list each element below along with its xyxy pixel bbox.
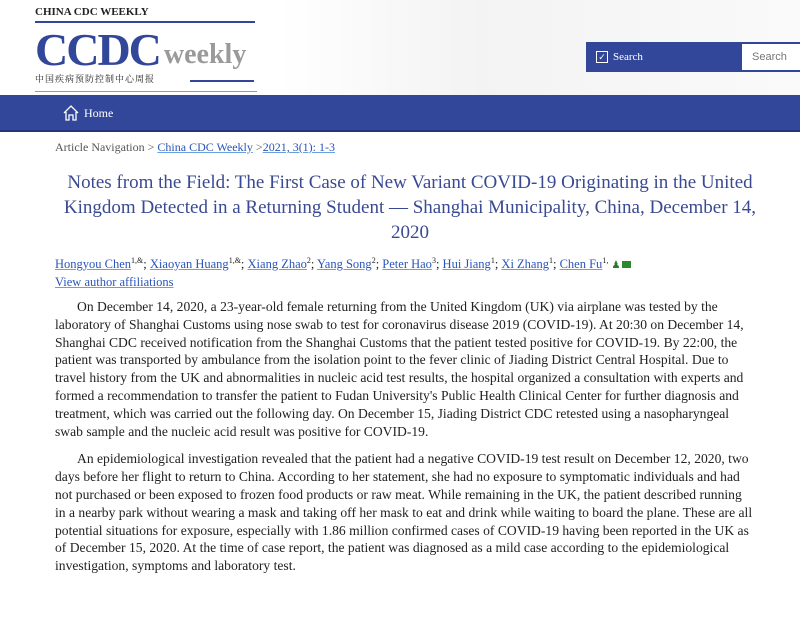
author-list: Hongyou Chen$^{1,\&}$; Xiaoyan Huang$^{1,\&}$; Xiang Zhao$^2$; Yang Song$^2$; Peter Hao$^3$; Hui Jiang$^1$; Xi Zhang$^1$; Chen $Fu^{1,}$ ♟ View author affiliations [55, 256, 755, 291]
author-link[interactable]: Peter Hao [382, 257, 432, 271]
divider [35, 91, 257, 92]
author-affiliation-marker: 1,& [228, 255, 241, 265]
site-header [0, 0, 800, 95]
breadcrumb-separator: > [147, 140, 155, 154]
author-link[interactable]: Yang Song [317, 257, 372, 271]
author-link[interactable]: Chen Fu [559, 257, 603, 271]
divider [35, 21, 255, 23]
paragraph: On December 14, 2020, a 23-year-old female returning from the United Kingdom (UK) via airplane was tested by the laboratory of Shanghai Customs using nose swab to test for coronavirus disease 2019 (COVID-19). At 20:30 on December 14, Shanghai CDC received notification from the Shanghai Customs that the patient tested positive for COVID-19. By 22:00, the patient was transported by ambulance from the isolation point to the fever clinic of Jiading District Central Hospital. Due to travel history from the UK and abnormalities in nucleic acid test results, the hospital organized a consultation with experts and formed a recommendation to transfer the patient to Fudan University's Public Health Clinical Center for further diagnosis and treatment, which was carried out the following day. On December 15, Jiading District CDC retested using a nasopharyngeal swab sample and the nucleic acid result was positive for COVID-19. [55, 299, 744, 439]
nav-home-label: Home [84, 105, 114, 120]
view-affiliations-link[interactable]: View author affiliations [55, 275, 174, 289]
brand-name: CHINA CDC WEEKLY [35, 6, 149, 18]
author-link[interactable]: Hui Jiang [442, 257, 491, 271]
search-input[interactable] [742, 44, 800, 70]
paragraph: An epidemiological investigation revealed that the patient had a negative COVID-19 test result on December 12, 2020, two days before her flight to return to China. According to her statement, she had no exposure to symptomatic individuals and had not purchased or been exposed to frozen food products or raw meat. While remaining in the UK, the patient described running in a nearby park without wearing a mask and taking off her mask to eat and drink while waiting to board the plane. These are all potential situations for exposure, especially with 1.86 million confirmed cases of COVID-19 having been reported in the UK as of December 15, 2020. At the time of case report, the patient was diagnosed as a mild case according to the epidemiological investigation, symptoms and laboratory test. [55, 451, 753, 574]
breadcrumb-separator: > [255, 140, 263, 154]
author-affiliation-marker: 1, [602, 255, 609, 265]
author-link[interactable]: Hongyou Chen [55, 257, 132, 271]
nav-bar [0, 95, 800, 132]
logo-weekly: weekly [163, 39, 247, 70]
checkbox-icon[interactable]: ✓ [596, 51, 608, 63]
logo-chinese: 中国疾病预防控制中心周报 [35, 74, 156, 84]
breadcrumb-issue[interactable]: 2021, 3(1): 1-3 [262, 140, 336, 154]
author-affiliation-marker: 1,& [131, 255, 144, 265]
author-affiliation-marker: 2 [306, 255, 311, 265]
author-affiliation-marker: 1 [490, 255, 495, 265]
nav-home[interactable] [62, 104, 113, 122]
breadcrumb-journal[interactable]: China CDC Weekly [157, 140, 253, 154]
search-button[interactable] [596, 42, 643, 72]
corresponding-author-icon[interactable]: ♟ [611, 260, 621, 271]
logo[interactable] [35, 24, 247, 75]
author-affiliation-marker: 2 [371, 255, 376, 265]
divider [190, 80, 254, 82]
author-affiliation-marker: 1 [548, 255, 553, 265]
author-link[interactable]: Xi Zhang [501, 257, 549, 271]
breadcrumb [55, 140, 335, 155]
breadcrumb-root: Article Navigation [55, 140, 145, 154]
author-link[interactable]: Xiang Zhao [247, 257, 307, 271]
search-button-label: Search [613, 51, 643, 63]
logo-ccdc: CCDC [35, 24, 160, 75]
email-icon[interactable] [622, 261, 631, 268]
search-bar [586, 42, 800, 72]
article-body [55, 298, 755, 585]
home-icon [62, 104, 80, 122]
article-title: Notes from the Field: The First Case of New Variant COVID-19 Originating in the United Kingdom Detected in a Returning Student — Shanghai Municipality, China, December 14, 2020 [63, 172, 757, 243]
author-affiliation-marker: 3 [431, 255, 436, 265]
author-link[interactable]: Xiaoyan Huang [149, 257, 229, 271]
